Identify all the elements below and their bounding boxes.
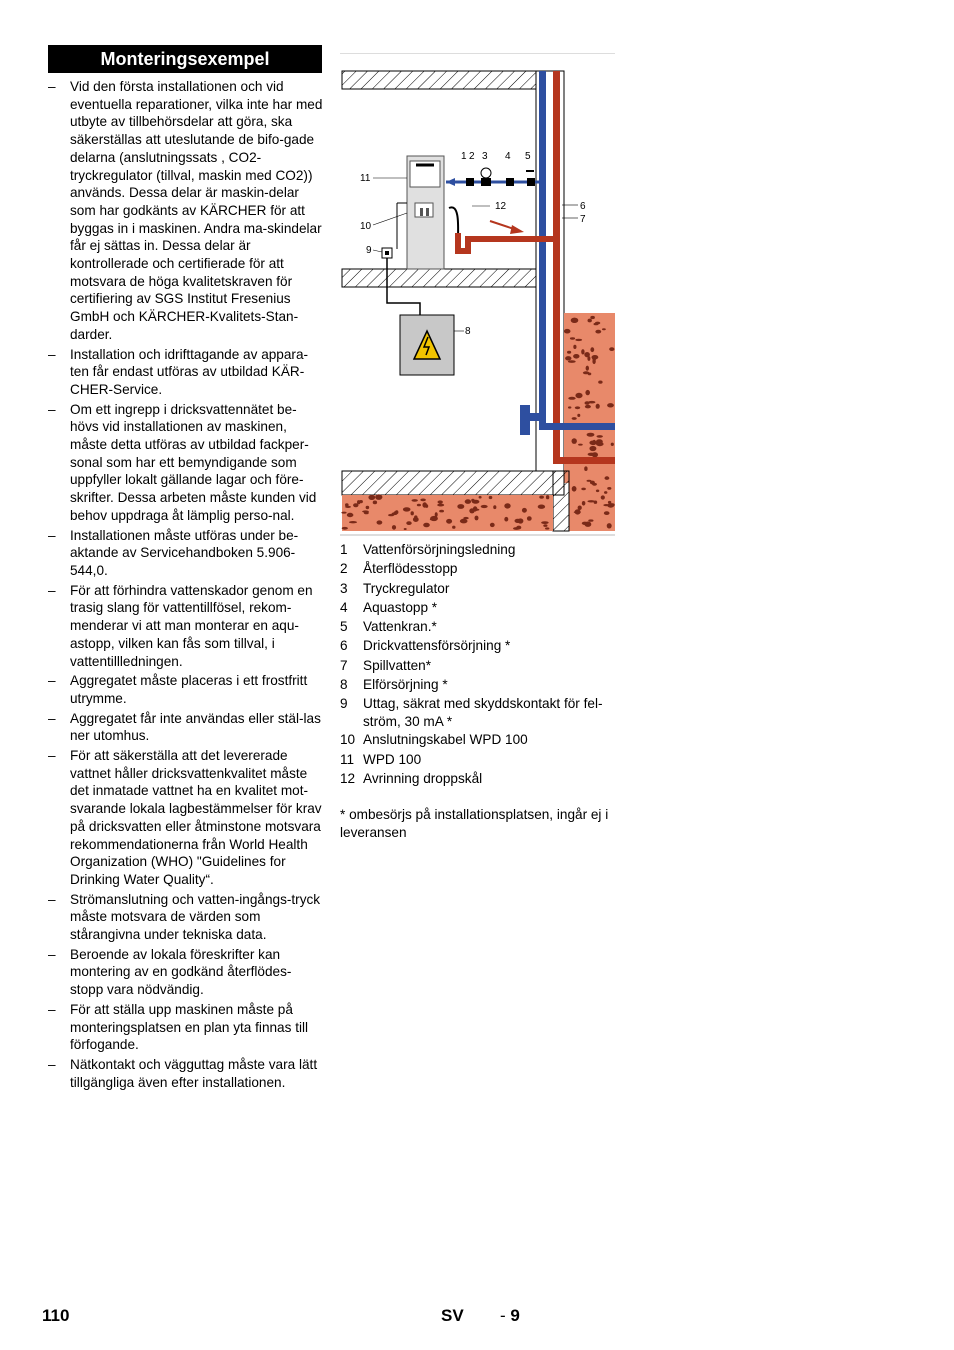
- figure-label-12: 12: [495, 201, 507, 212]
- bullet-text: För att förhindra vattenskador genom en trasig slang för vattentillfösel, rekom-menderar vi att man monterar en aqu-astopp, vilken kan fås som tillval, i vattentillledningen.: [70, 582, 313, 669]
- soil-pebble: [578, 444, 583, 446]
- legend-number: 2: [340, 561, 348, 577]
- figure-label-7: 7: [580, 214, 586, 225]
- bullet-dash: –: [48, 673, 56, 689]
- bullet-text: Nätkontakt och vägguttag måste vara lätt tillgängliga även efter installationen.: [70, 1056, 318, 1090]
- soil-pebble: [465, 499, 471, 504]
- soil-pebble: [404, 528, 407, 530]
- bullet-text: Aggregatet får inte användas eller stäl-las ner utomhus.: [70, 710, 321, 744]
- soil-pebble: [585, 522, 592, 527]
- soil-pebble: [592, 452, 598, 457]
- basement-slab: [342, 471, 564, 495]
- soil-pebble: [585, 405, 591, 409]
- soil-pebble: [596, 439, 603, 444]
- soil-pebble: [586, 366, 589, 371]
- soil-pebble: [575, 509, 581, 514]
- soil-pebble: [575, 393, 582, 398]
- figure-label-2: 2: [469, 151, 475, 162]
- soil-pebble: [342, 527, 348, 530]
- soil-pebble: [417, 504, 421, 507]
- soil-pebble: [611, 443, 614, 446]
- soil-pebble: [610, 503, 615, 506]
- soil-pebble: [489, 496, 493, 499]
- pressure-gauge: [481, 168, 491, 178]
- soil-bottom: [342, 495, 553, 531]
- soil-pebble: [394, 511, 397, 513]
- figure-legend: [340, 540, 616, 788]
- soil-pebble: [481, 505, 488, 508]
- figure-label-9: 9: [366, 245, 372, 256]
- soil-pebble: [457, 504, 464, 509]
- waste-water-main: [553, 457, 615, 464]
- legend-item: [340, 559, 616, 578]
- soil-pebble: [572, 438, 577, 444]
- soil-pebble: [375, 494, 382, 500]
- soil-pebble: [347, 513, 354, 517]
- soil-pebble: [349, 521, 357, 523]
- bullet-item: [48, 891, 324, 944]
- soil-pebble: [412, 499, 418, 502]
- bullet-item: [48, 946, 324, 999]
- drain-arrow-head: [510, 225, 524, 234]
- bullet-item: [48, 747, 324, 889]
- figure-label-1: 1: [461, 151, 467, 162]
- soil-pebble: [609, 347, 614, 351]
- soil-pebble: [583, 371, 589, 374]
- soil-pebble: [604, 491, 607, 494]
- soil-pebble: [587, 433, 595, 437]
- soil-pebble: [366, 506, 370, 509]
- soil-pebble: [596, 404, 600, 409]
- soil-pebble: [603, 504, 609, 506]
- soil-pebble: [568, 360, 576, 363]
- soil-pebble: [538, 505, 545, 509]
- soil-pebble: [595, 330, 601, 334]
- soil-pebble: [597, 435, 603, 438]
- section-page: [500, 1306, 520, 1326]
- installation-figure: [340, 53, 615, 536]
- soil-pebble: [446, 519, 452, 524]
- bullet-text: Aggregatet måste placeras i ett frostfritt utrymme.: [70, 673, 308, 706]
- soil-pebble: [420, 499, 426, 502]
- soil-pebble: [388, 514, 394, 516]
- legend-text: Avrinning droppskål: [363, 770, 483, 786]
- legend-number: 7: [340, 657, 348, 673]
- soil-pebble: [438, 500, 443, 503]
- soil-pebble: [585, 390, 590, 395]
- bullet-dash: –: [48, 346, 56, 362]
- water-tap: [527, 178, 535, 186]
- soil-pebble: [607, 403, 614, 407]
- soil-pebble: [543, 524, 547, 527]
- installation-diagram: [340, 53, 615, 536]
- soil-pebble: [546, 495, 549, 499]
- soil-pebble: [604, 511, 610, 515]
- bullet-dash: –: [48, 1001, 56, 1017]
- soil-pebble: [573, 345, 576, 349]
- language-code: SV: [441, 1306, 464, 1325]
- soil-pebble: [341, 512, 346, 514]
- soil-pebble: [592, 483, 597, 486]
- bullet-item: [48, 1001, 324, 1054]
- pressure-regulator: [481, 178, 491, 186]
- bullet-text: Installation och idrifttagande av appara-ten får endast utföras av utbildad KÄR-CHER-Service.: [70, 346, 309, 397]
- soil-pebble: [594, 501, 598, 504]
- legend-number: 1: [340, 542, 348, 557]
- legend-number: 10: [340, 732, 356, 748]
- soil-pebble: [373, 501, 377, 505]
- legend-text: Tryckregulator: [363, 580, 450, 596]
- soil-pebble: [592, 355, 599, 359]
- soil-pebble: [572, 417, 577, 420]
- legend-item: [340, 617, 616, 636]
- aquastop: [506, 178, 514, 186]
- cold-water-riser: [539, 71, 546, 423]
- soil-pebble: [413, 517, 419, 522]
- soil-pebble: [406, 521, 411, 525]
- soil-pebble: [472, 509, 479, 511]
- soil-pebble: [357, 500, 360, 504]
- soil-pebble: [589, 446, 596, 451]
- soil-pebble: [565, 356, 571, 360]
- cold-water-main: [539, 423, 615, 430]
- bullet-text: Vid den första installationen och vid eventuella reparationer, vilka inte har med utbyte av tillbehörsdelar att göra, ska säkerställas att uteslutande de bifo-gade delarna (anslutningssats , CO2-tryckregulator (tillval, maskin med CO2)) används. Dessa delar är maskin-delar som har godkänts av KÄRCHER för att byggas in i maskinen. Andra ma-skindelar får ej sättas in. Dessa delar är kontrollerade och certifierade för att motsvara de höga kvalitetskraven för certifiering av SGS Institut Fresenius GmbH och KÄRCHER-Kvalitets-Stan-darder.: [70, 79, 323, 342]
- legend-text: Drickvattensförsörjning *: [363, 638, 511, 654]
- soil-pebble: [607, 487, 611, 490]
- bullet-item: [48, 672, 324, 707]
- legend-item: [340, 656, 616, 675]
- soil-pebble: [594, 323, 599, 325]
- soil-pebble: [516, 526, 521, 530]
- page-number: 110: [42, 1306, 70, 1325]
- bullet-dash: –: [48, 527, 56, 543]
- legend-item: [340, 750, 616, 769]
- soil-pebble: [437, 504, 444, 507]
- soil-pebble: [539, 496, 544, 499]
- soil-pebble: [472, 500, 480, 504]
- legend-number: 6: [340, 638, 348, 654]
- soil-pebble: [582, 501, 586, 506]
- legend-item: [340, 694, 616, 730]
- legend-number: 11: [340, 751, 355, 767]
- bullet-item: [48, 527, 324, 580]
- soil-pebble: [592, 359, 595, 365]
- bullet-text: För att ställa upp maskinen måste på monteringsplatsen en plan yta finnas till förfogande.: [70, 1001, 309, 1053]
- figure-label-11: 11: [360, 173, 371, 184]
- soil-pebble: [588, 319, 592, 323]
- figure-label-5: 5: [525, 151, 531, 162]
- soil-right: [564, 313, 615, 531]
- soil-pebble: [368, 495, 375, 500]
- unit-tap-area: [415, 203, 433, 217]
- instructions-column: [48, 78, 324, 1093]
- bullet-item: [48, 710, 324, 745]
- soil-pebble: [403, 507, 411, 511]
- section-page-separator: -: [500, 1306, 506, 1325]
- bullet-item: [48, 401, 324, 525]
- soil-pebble: [573, 354, 579, 359]
- floor-slab: [342, 269, 536, 287]
- bullet-item: [48, 582, 324, 671]
- bullet-dash: –: [48, 1056, 56, 1072]
- soil-pebble: [493, 505, 496, 509]
- legend-text: Vattenförsörjningsledning: [363, 542, 516, 557]
- section-title: Monteringsexempel: [48, 45, 322, 73]
- soil-pebble: [411, 511, 414, 515]
- legend-text: Återflödesstopp: [363, 561, 458, 577]
- legend-number: 3: [340, 580, 348, 596]
- legend-text: Vattenkran.*: [363, 619, 437, 635]
- soil-pebble: [588, 519, 593, 521]
- soil-pebble: [572, 318, 575, 320]
- soil-pebble: [522, 508, 527, 513]
- soil-pebble: [527, 516, 532, 521]
- soil-pebble: [602, 328, 606, 330]
- soil-pebble: [607, 523, 612, 528]
- bullet-dash: –: [48, 946, 56, 962]
- bullet-text: Installationen måste utföras under be-aktande av Servicehandboken 5.906-544,0.: [70, 527, 299, 578]
- bullet-dash: –: [48, 401, 56, 417]
- soil-pebble: [504, 503, 510, 508]
- soil-pebble: [423, 523, 430, 528]
- soil-pebble: [435, 512, 438, 517]
- bullet-item: [48, 78, 324, 344]
- figure-label-10: 10: [360, 221, 372, 232]
- legend-number: 9: [340, 696, 348, 712]
- legend-number: 12: [340, 770, 356, 786]
- legend-text: Aquastopp *: [363, 599, 438, 615]
- legend-item: [340, 769, 616, 788]
- figure-label-4: 4: [505, 151, 511, 162]
- soil-pebble: [345, 503, 349, 506]
- waste-water-riser: [553, 71, 560, 463]
- soil-pebble: [581, 488, 586, 491]
- soil-pebble: [577, 414, 580, 417]
- soil-pebble: [590, 316, 595, 319]
- soil-pebble: [568, 397, 575, 400]
- bullet-list: [48, 78, 324, 1091]
- soil-pebble: [422, 502, 427, 507]
- legend-number: 5: [340, 619, 348, 635]
- bullet-text: Strömanslutning och vatten-ingångs-tryck måste motsvara de värden som stårangivna under tekniska data.: [70, 891, 321, 943]
- bullet-dash: –: [48, 710, 56, 726]
- main-valve-block: [520, 405, 530, 435]
- section-page-number: 9: [510, 1306, 520, 1325]
- legend-text: Spillvatten*: [363, 657, 432, 673]
- supply-arrow: [446, 178, 455, 186]
- soil-pebble: [601, 495, 605, 499]
- soil-pebble: [567, 351, 571, 354]
- legend-text: Uttag, säkrat med skyddskontakt för fel-ström, 30 mA *: [363, 696, 603, 729]
- bullet-text: Beroende av lokala föreskrifter kan montering av en godkänd återflödes-stopp vara nödvändig.: [70, 946, 292, 998]
- soil-pebble: [584, 466, 587, 471]
- soil-pebble: [392, 525, 396, 530]
- soil-pebble: [596, 490, 599, 493]
- soil-pebble: [475, 516, 479, 521]
- soil-pebble: [545, 527, 549, 529]
- soil-pebble: [575, 406, 580, 409]
- main-valve-stub: [530, 413, 540, 421]
- legend-item: [340, 675, 616, 694]
- bullet-dash: –: [48, 891, 56, 907]
- soil-pebble: [377, 520, 383, 524]
- soil-pebble: [430, 518, 437, 520]
- ceiling-slab: [342, 71, 536, 89]
- soil-pebble: [460, 519, 468, 524]
- footnote: * ombesörjs på installationsplatsen, ingår ej i leveransen: [340, 807, 609, 840]
- legend-item: [340, 540, 616, 559]
- soil-pebble: [570, 337, 575, 339]
- legend-item: [340, 730, 616, 749]
- soil-pebble: [504, 517, 508, 522]
- soil-pebble: [590, 347, 594, 352]
- bullet-text: För att säkerställa att det levererade vattnet håller dricksvattenkvalitet måste det inmatade vattnet ha en kvalitet mot-svarande lokala lagbestämmelser för krav på dricksvatten eller åtminstone motsvara rekommendationerna från World Health Organization (WHO) "Guidelines for Drinking Water Quality“.: [70, 748, 322, 887]
- figure-label-8: 8: [465, 326, 471, 337]
- figure-label-3: 3: [482, 151, 488, 162]
- legend-item: [340, 636, 616, 655]
- soil-pebble: [605, 476, 610, 480]
- legend-text: Anslutningskabel WPD 100: [363, 732, 528, 748]
- soil-pebble: [515, 519, 521, 523]
- legend-item: [340, 579, 616, 598]
- soil-pebble: [575, 339, 582, 341]
- soil-pebble: [589, 441, 596, 446]
- soil-pebble: [572, 486, 577, 492]
- figure-label-6: 6: [580, 201, 586, 212]
- soil-pebble: [452, 526, 455, 529]
- soil-pebble: [588, 401, 595, 404]
- legend-number: 4: [340, 599, 348, 615]
- bullet-dash: –: [48, 748, 56, 764]
- soil-pebble: [564, 329, 571, 334]
- soil-pebble: [587, 480, 592, 482]
- bullet-text: Om ett ingrepp i dricksvattennätet be-hövs vid installationen av maskinen, måste detta utföras av utbildad fackper-sonal som har ett bemyndigande som uppfyller lokalt gällande lagar och före-skrifter. Dessa arbeten måste kunden vid behov uppdraga åt lämplig perso-nal.: [70, 401, 317, 523]
- soil-pebble: [581, 349, 584, 354]
- bullet-dash: –: [48, 79, 56, 94]
- legend-text: Elförsörjning *: [363, 677, 448, 693]
- soil-pebble: [439, 510, 444, 513]
- backflow-stop: [466, 178, 474, 186]
- soil-pebble: [479, 496, 482, 499]
- bullet-dash: –: [48, 582, 56, 598]
- bullet-item: [48, 346, 324, 399]
- soil-pebble: [362, 510, 369, 512]
- bullet-item: [48, 1056, 324, 1091]
- soil-pebble: [598, 381, 602, 384]
- soil-pebble: [541, 521, 549, 524]
- legend-text: WPD 100: [363, 751, 422, 767]
- soil-pebble: [568, 406, 571, 408]
- legend-item: [340, 598, 616, 617]
- soil-pebble: [584, 352, 590, 357]
- legend-number: 8: [340, 677, 348, 693]
- soil-pebble: [490, 523, 495, 527]
